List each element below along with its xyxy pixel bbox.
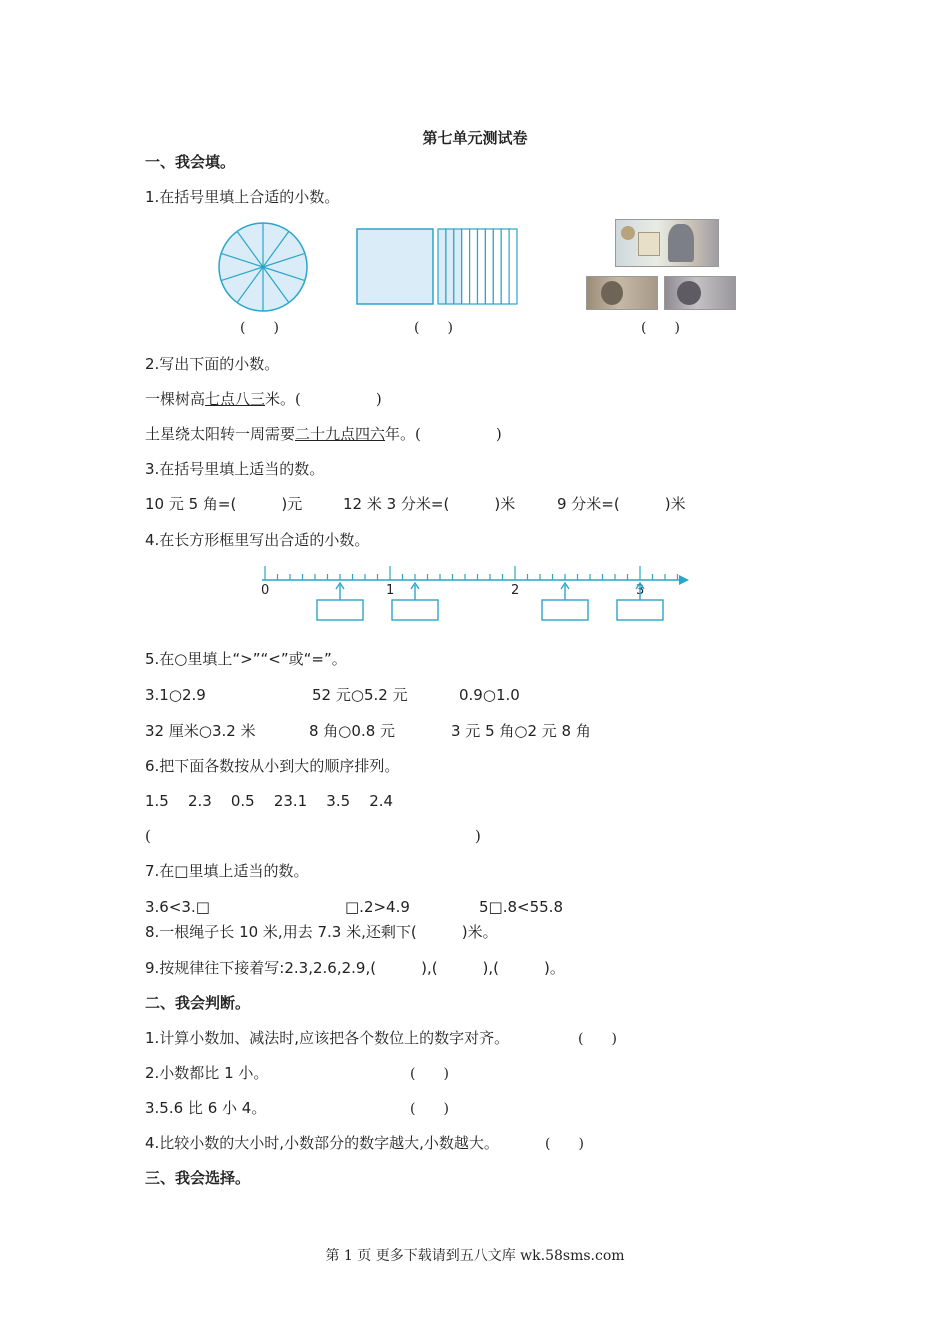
q2b-underlined: 二十九点四六 [295, 425, 386, 443]
answer-blank-1[interactable]: ( ) [240, 320, 279, 336]
judge-blank-4[interactable]: ( ) [545, 1136, 584, 1152]
number-line [255, 560, 695, 626]
one-jiao-note-a [586, 276, 658, 310]
q6-number: 23.1 [273, 792, 308, 810]
tick-label: 1 [386, 583, 395, 598]
judge-item-1: 1.计算小数加、减法时,应该把各个数位上的数字对齐。 [145, 1029, 510, 1047]
question-6-text: 6.把下面各数按从小到大的顺序排列。 [145, 757, 400, 775]
q6-number: 1.5 [145, 792, 169, 810]
number-line-arrow-icon [679, 575, 689, 585]
note-emblem-icon [621, 226, 635, 240]
q6-number: 0.5 [230, 792, 255, 810]
answer-box[interactable] [542, 600, 588, 620]
q6-number: 2.3 [187, 792, 212, 810]
q6-numbers [145, 791, 393, 811]
q6-number: 2.4 [369, 792, 394, 810]
question-1-text: 1.在括号里填上合适的小数。 [145, 188, 340, 206]
tick-label: 0 [261, 583, 270, 598]
strip [446, 229, 454, 304]
strip [485, 229, 493, 304]
answer-box[interactable] [392, 600, 438, 620]
strip [462, 229, 470, 304]
note-value-figure [638, 232, 660, 256]
q5-row2-item-1[interactable]: 32 厘米○3.2 米 [145, 722, 256, 740]
section-3-heading: 三、我会选择。 [145, 1169, 251, 1187]
one-jiao-note-b [664, 276, 736, 310]
strip [438, 229, 446, 304]
judge-item-3: 3.5.6 比 6 小 4。 [145, 1099, 267, 1117]
q2a-suffix[interactable]: 米。( ) [265, 390, 382, 408]
circle-figure [215, 220, 311, 316]
section-2-heading: 二、我会判断。 [145, 994, 251, 1012]
square-figure [355, 228, 520, 306]
question-2-text: 2.写出下面的小数。 [145, 355, 280, 373]
q7-item-1[interactable]: 3.6<3.□ [145, 898, 210, 916]
whole-square [357, 229, 433, 304]
q5-row2-item-3[interactable]: 3 元 5 角○2 元 8 角 [451, 722, 591, 740]
q6-answer-close[interactable]: ) [475, 827, 481, 845]
judge-item-2: 2.小数都比 1 小。 [145, 1064, 269, 1082]
note-portrait [668, 224, 694, 262]
question-2a [145, 389, 382, 409]
q5-row1-item-3[interactable]: 0.9○1.0 [459, 686, 520, 704]
q2b-prefix: 土星绕太阳转一周需要 [145, 425, 296, 443]
q3-item-1[interactable]: 10 元 5 角=( )元 [145, 495, 303, 513]
question-3-text: 3.在括号里填上适当的数。 [145, 460, 325, 478]
strip [493, 229, 501, 304]
q3-item-2[interactable]: 12 米 3 分米=( )米 [343, 495, 516, 513]
question-4-text: 4.在长方形框里写出合适的小数。 [145, 531, 370, 549]
q3-item-3[interactable]: 9 分米=( )米 [557, 495, 686, 513]
q7-item-2[interactable]: □.2>4.9 [345, 898, 410, 916]
strip [501, 229, 509, 304]
judge-item-4: 4.比较小数的大小时,小数部分的数字越大,小数越大。 [145, 1134, 499, 1152]
q2b-suffix[interactable]: 年。( ) [385, 425, 502, 443]
q6-number: 3.5 [326, 792, 351, 810]
answer-blank-2[interactable]: ( ) [414, 320, 453, 336]
strip [478, 229, 486, 304]
strip [509, 229, 517, 304]
judge-blank-2[interactable]: ( ) [410, 1066, 449, 1082]
five-yuan-note [615, 219, 719, 267]
answer-box[interactable] [617, 600, 663, 620]
tick-label: 3 [636, 583, 645, 598]
question-9-text[interactable]: 9.按规律往下接着写:2.3,2.6,2.9,( ),( ),( )。 [145, 959, 565, 977]
judge-blank-3[interactable]: ( ) [410, 1101, 449, 1117]
section-1-heading: 一、我会填。 [145, 153, 236, 171]
page-footer: 第 1 页 更多下载请到五八文库 wk.58sms.com [325, 1248, 625, 1264]
q5-row1-item-2[interactable]: 52 元○5.2 元 [312, 686, 408, 704]
question-5-text: 5.在○里填上“>”“<”或“=”。 [145, 650, 347, 668]
strip [454, 229, 462, 304]
note-portrait [601, 281, 623, 305]
question-8-text[interactable]: 8.一根绳子长 10 米,用去 7.3 米,还剩下( )米。 [145, 923, 498, 941]
note-portrait [677, 281, 701, 305]
q5-row1-item-1[interactable]: 3.1○2.9 [145, 686, 206, 704]
answer-blank-3[interactable]: ( ) [641, 320, 680, 336]
q7-item-3[interactable]: 5□.8<55.8 [479, 898, 563, 916]
answer-box[interactable] [317, 600, 363, 620]
q6-answer-open[interactable]: ( [145, 827, 151, 845]
question-2b [145, 424, 502, 444]
strip [470, 229, 478, 304]
tick-label: 2 [511, 583, 520, 598]
q2a-underlined: 七点八三 [205, 390, 266, 408]
question-7-text: 7.在□里填上适当的数。 [145, 862, 309, 880]
judge-blank-1[interactable]: ( ) [578, 1031, 617, 1047]
page-title: 第七单元测试卷 [422, 129, 528, 147]
q2a-prefix: 一棵树高 [145, 390, 206, 408]
q5-row2-item-2[interactable]: 8 角○0.8 元 [309, 722, 396, 740]
